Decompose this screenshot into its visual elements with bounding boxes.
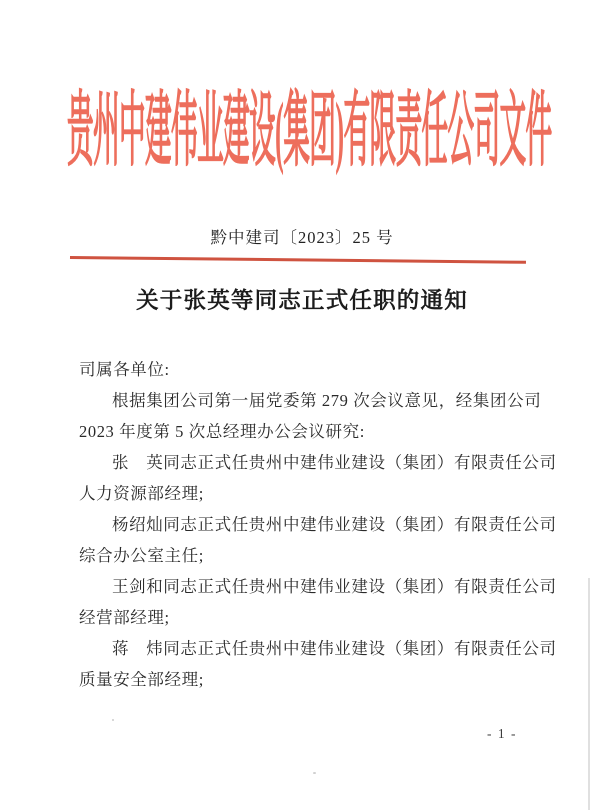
document-number: 黔中建司〔2023〕25 号 bbox=[210, 228, 394, 247]
body-line: 经营部经理; bbox=[79, 608, 170, 627]
body-line: 根据集团公司第一届党委第 279 次会议意见，经集团公司 bbox=[112, 391, 542, 410]
salutation-line: 司属各单位: bbox=[79, 360, 170, 379]
scan-edge-artifact bbox=[588, 578, 590, 810]
scan-speck bbox=[112, 719, 114, 721]
red-separator-rule bbox=[70, 256, 526, 264]
body-line: 质量安全部经理; bbox=[79, 670, 204, 689]
page-number: - 1 - bbox=[487, 726, 517, 741]
body-line: 综合办公室主任; bbox=[79, 546, 204, 565]
document-body bbox=[79, 354, 559, 695]
body-line: 蒋 炜同志正式任贵州中建伟业建设（集团）有限责任公司 bbox=[112, 639, 557, 658]
body-line: 王剑和同志正式任贵州中建伟业建设（集团）有限责任公司 bbox=[112, 577, 557, 596]
body-line: 杨绍灿同志正式任贵州中建伟业建设（集团）有限责任公司 bbox=[112, 515, 557, 534]
body-line: 2023 年度第 5 次总经理办公会议研究: bbox=[79, 422, 365, 441]
body-line: 人力资源部经理; bbox=[79, 484, 204, 503]
body-line: 张 英同志正式任贵州中建伟业建设（集团）有限责任公司 bbox=[112, 453, 557, 472]
letterhead-title: 贵州中建伟业建设(集团)有限责任公司文件 bbox=[67, 85, 552, 176]
document-title: 关于张英等同志正式任职的通知 bbox=[136, 288, 468, 313]
scan-speck bbox=[313, 772, 316, 774]
